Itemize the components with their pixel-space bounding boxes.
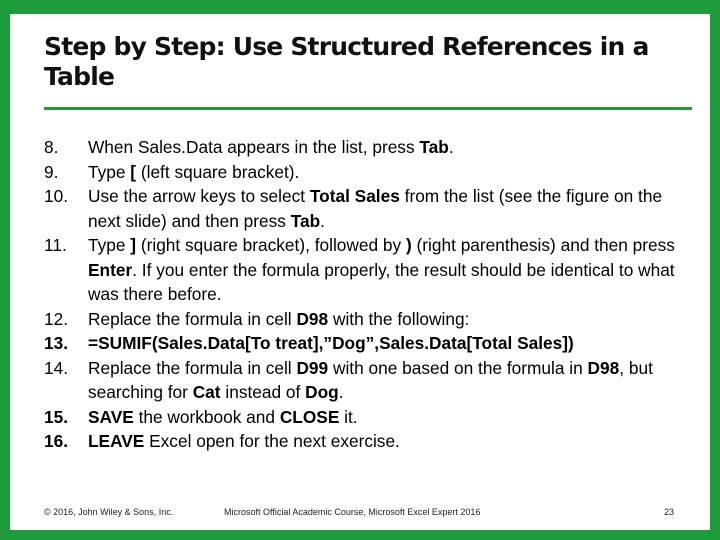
step-text-run: Use the arrow keys to select	[88, 186, 310, 206]
step-text-run: .	[338, 382, 344, 402]
step-item	[44, 307, 690, 332]
step-text	[88, 405, 690, 430]
step-text	[88, 331, 690, 356]
step-text	[88, 233, 690, 307]
step-text-emphasis: Total Sales	[309, 186, 400, 206]
step-item	[44, 160, 690, 185]
step-number: 14.	[44, 357, 69, 378]
step-text-run: (right square bracket), followed by	[136, 235, 406, 255]
step-item	[44, 135, 690, 160]
step-text-run: instead of	[220, 382, 306, 402]
step-item	[44, 184, 690, 233]
step-text-run: (left square bracket).	[136, 161, 300, 182]
step-text-run: , but searching for	[88, 357, 653, 402]
footer-copyright: © 2016, John Wiley & Sons, Inc.	[44, 507, 174, 517]
step-number: 9.	[44, 161, 59, 182]
step-text-emphasis: Enter	[88, 259, 133, 280]
step-text-emphasis: CLOSE	[279, 406, 340, 427]
step-text-run: from the list (see the figure on the next slide) and then press	[88, 186, 663, 231]
step-text	[88, 160, 690, 185]
footer-page-number: 23	[664, 507, 675, 517]
step-text-run: Replace the formula in cell	[88, 357, 297, 378]
step-number: 8.	[44, 137, 59, 157]
step-text-run: Type	[88, 235, 131, 255]
step-text-emphasis: =SUMIF(Sales.Data[To treat],”Dog”,Sales.Data[Total Sales])	[88, 333, 574, 353]
step-number: 11.	[44, 235, 67, 255]
step-number: 13.	[44, 333, 69, 353]
step-text-emphasis: )	[405, 235, 412, 255]
step-text-emphasis: D99	[296, 357, 329, 378]
step-text-run: .	[448, 137, 454, 157]
step-text-emphasis: Tab	[419, 137, 449, 157]
step-number: 12.	[44, 308, 69, 329]
step-text-emphasis: Tab	[290, 210, 321, 231]
step-text-emphasis: LEAVE	[88, 431, 145, 451]
step-item	[44, 331, 690, 356]
step-text	[88, 356, 690, 405]
title-divider	[44, 107, 692, 110]
steps-list	[44, 135, 690, 454]
step-text-run: Type	[88, 161, 131, 182]
slide-title: Step by Step: Use Structured References in a Table	[44, 32, 649, 91]
step-text-emphasis: Cat	[192, 382, 221, 402]
step-text-emphasis: D98	[587, 357, 620, 378]
step-number: 10.	[44, 186, 69, 206]
step-text	[88, 135, 690, 160]
step-text-run: .	[320, 210, 325, 231]
step-text-emphasis: SAVE	[88, 406, 134, 427]
step-item	[44, 233, 690, 307]
step-text-run: Replace the formula in cell	[88, 308, 297, 329]
step-text-emphasis: Dog	[305, 382, 339, 402]
step-text	[88, 429, 690, 454]
step-text-run: Excel open for the next exercise.	[144, 431, 400, 451]
step-text-run: (right parenthesis) and then press	[411, 235, 675, 255]
step-text-run: with one based on the formula in	[328, 357, 588, 378]
step-text-run: it.	[339, 406, 358, 427]
step-number: 16.	[44, 431, 69, 451]
step-text	[88, 307, 690, 332]
step-text-emphasis: D98	[296, 308, 329, 329]
step-text-run: with the following:	[328, 308, 470, 329]
step-text-emphasis: ]	[130, 235, 137, 255]
footer-course: Microsoft Official Academic Course, Microsoft Excel Expert 2016	[224, 507, 481, 517]
step-text	[88, 184, 690, 233]
step-item	[44, 405, 690, 430]
step-text-run: . If you enter the formula properly, the result should be identical to what was there before.	[88, 259, 675, 304]
step-number: 15.	[44, 406, 69, 427]
step-text-run: When Sales.Data appears in the list, press	[88, 137, 420, 157]
step-item	[44, 356, 690, 405]
step-text-emphasis: [	[130, 161, 137, 182]
step-text-run: the workbook and	[133, 406, 280, 427]
step-item	[44, 429, 690, 454]
